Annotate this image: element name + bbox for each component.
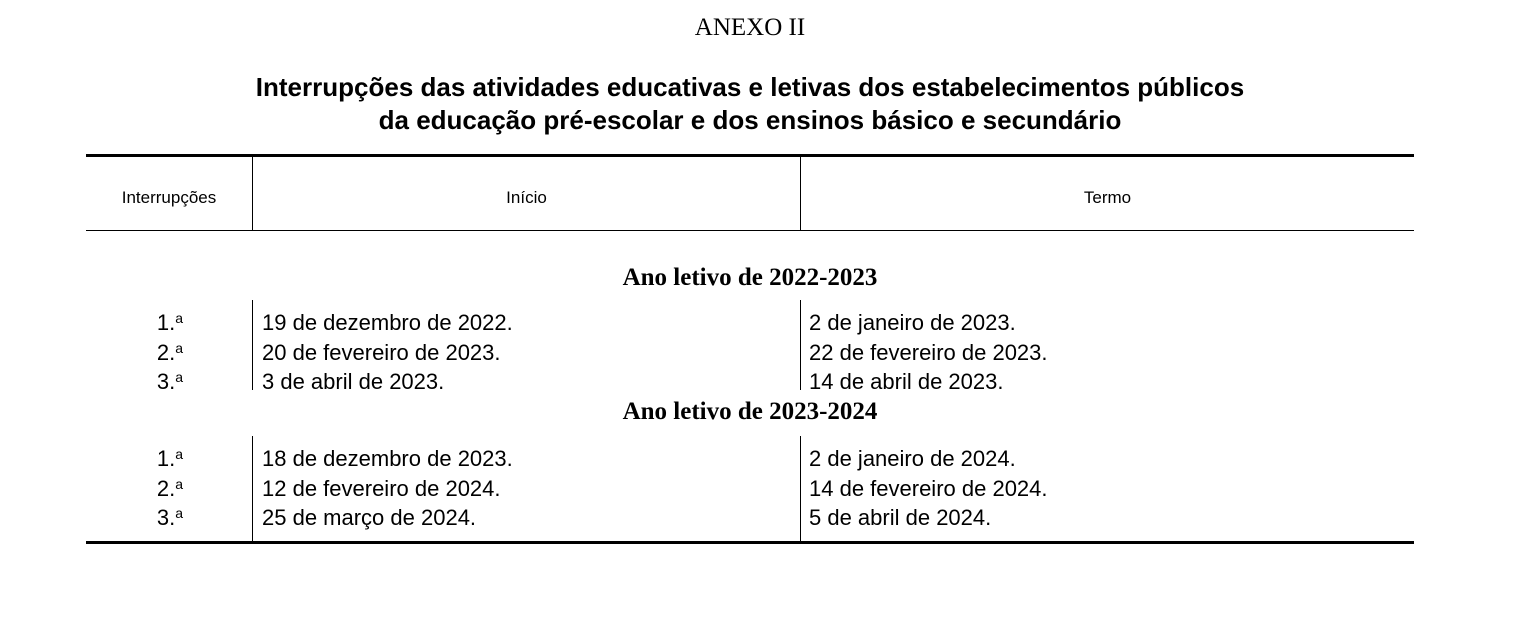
end-date: 5 de abril de 2024. — [809, 505, 992, 530]
interruption-number: 3.$^a$ — [156, 369, 184, 394]
start-date: 18 de dezembro de 2023. — [262, 446, 513, 471]
start-date: 19 de dezembro de 2022. — [262, 310, 513, 335]
end-date: 2 de janeiro de 2024. — [809, 446, 1016, 471]
header-interruptions: Interrupções — [121, 188, 217, 207]
document-title-line-2: da educação pré-escolar e dos ensinos básico e secundário — [378, 105, 1122, 135]
end-date: 14 de abril de 2023. — [809, 369, 1004, 394]
start-date: 12 de fevereiro de 2024. — [262, 476, 501, 501]
header-end: Termo — [1083, 188, 1132, 207]
header-start: Início — [506, 188, 547, 207]
start-date: 25 de março de 2024. — [262, 505, 477, 530]
interruption-number: 1.$^a$ — [156, 310, 184, 335]
end-date: 14 de fevereiro de 2024. — [809, 476, 1048, 501]
table-bottom-rule — [86, 541, 1414, 544]
interruption-number: 1.$^a$ — [156, 446, 184, 471]
table-row — [0, 474, 1525, 504]
interruption-number: 3.$^a$ — [156, 505, 184, 530]
school-year-heading: Ano letivo de 2022-2023 — [622, 264, 878, 291]
start-date: 20 de fevereiro de 2023. — [262, 340, 501, 365]
table-top-rule — [86, 154, 1414, 157]
table-row — [0, 367, 1525, 397]
table-row — [0, 503, 1525, 533]
document-title-line-1: Interrupções das atividades educativas e letivas dos estabelecimentos públicos — [255, 72, 1245, 102]
document-title — [0, 71, 1500, 137]
table-row — [0, 338, 1525, 368]
annex-label: ANEXO II — [694, 14, 806, 41]
interruption-number: 2.$^a$ — [156, 340, 184, 365]
school-year-heading: Ano letivo de 2023-2024 — [622, 398, 878, 425]
start-date: 3 de abril de 2023. — [262, 369, 445, 394]
interruption-number: 2.$^a$ — [156, 476, 184, 501]
table-row — [0, 444, 1525, 474]
end-date: 2 de janeiro de 2023. — [809, 310, 1016, 335]
table-row — [0, 308, 1525, 338]
end-date: 22 de fevereiro de 2023. — [809, 340, 1048, 365]
table-header-rule — [86, 230, 1414, 231]
